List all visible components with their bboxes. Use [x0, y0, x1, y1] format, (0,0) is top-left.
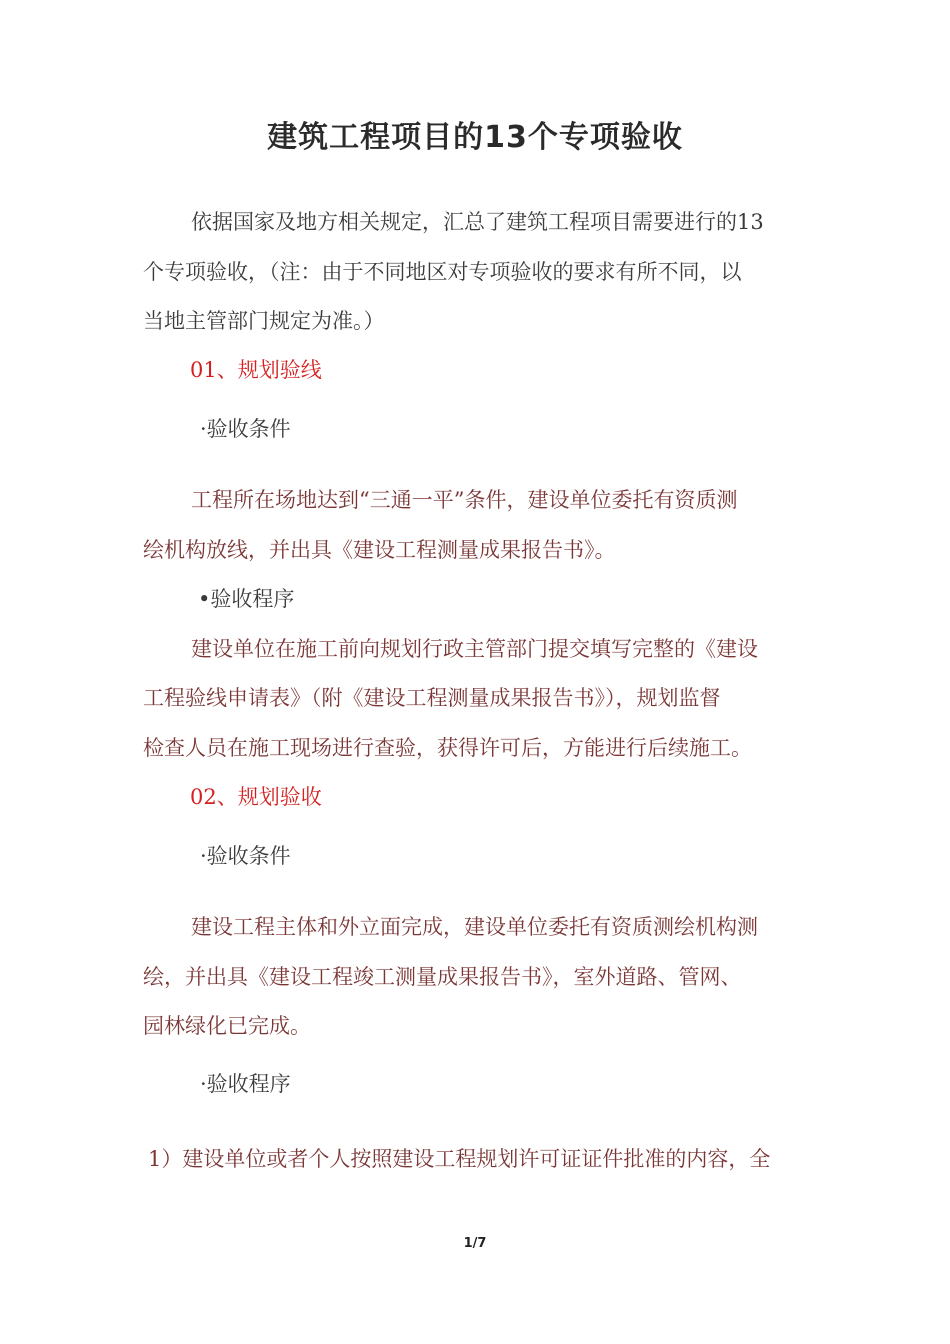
section-1-condition-line-2: 绘机构放线，并出具《建设工程测量成果报告书》。	[143, 538, 616, 562]
section-2-condition-line-1: 建设工程主体和外立面完成，建设单位委托有资质测绘机构测	[191, 915, 758, 939]
section-2-procedure-subheading: ·验收程序	[200, 1072, 291, 1096]
section-1-procedure-line-3: 检查人员在施工现场进行查验，获得许可后，方能进行后续施工。	[143, 736, 752, 760]
intro-line-2: 个专项验收，（注：由于不同地区对专项验收的要求有所不同，以	[143, 260, 742, 284]
section-2-condition-line-3: 园林绿化已完成。	[143, 1014, 311, 1038]
section-1-procedure-line-1: 建设单位在施工前向规划行政主管部门提交填写完整的《建设	[191, 637, 758, 661]
page-number: 1/7	[463, 1236, 487, 1251]
section-2-condition-subheading: ·验收条件	[200, 844, 291, 868]
document-title: 建筑工程项目的13个专项验收	[267, 120, 683, 155]
intro-line-1: 依据国家及地方相关规定，汇总了建筑工程项目需要进行的13	[191, 210, 764, 234]
section-2-heading: 02、规划验收	[190, 785, 322, 809]
section-1-heading: 01、规划验线	[190, 358, 322, 382]
section-2-procedure-line-1: 1）建设单位或者个人按照建设工程规划许可证证件批准的内容，全	[148, 1147, 771, 1171]
intro-line-3: 当地主管部门规定为准。）	[143, 309, 385, 333]
section-1-condition-line-1: 工程所在场地达到“三通一平”条件，建设单位委托有资质测	[191, 488, 738, 512]
section-1-procedure-line-2: 工程验线申请表》（附《建设工程测量成果报告书》），规划监督	[143, 686, 721, 710]
section-1-procedure-subheading: •验收程序	[198, 587, 295, 611]
section-1-condition-subheading: ·验收条件	[200, 417, 291, 441]
section-2-condition-line-2: 绘，并出具《建设工程竣工测量成果报告书》，室外道路、管网、	[143, 965, 742, 989]
